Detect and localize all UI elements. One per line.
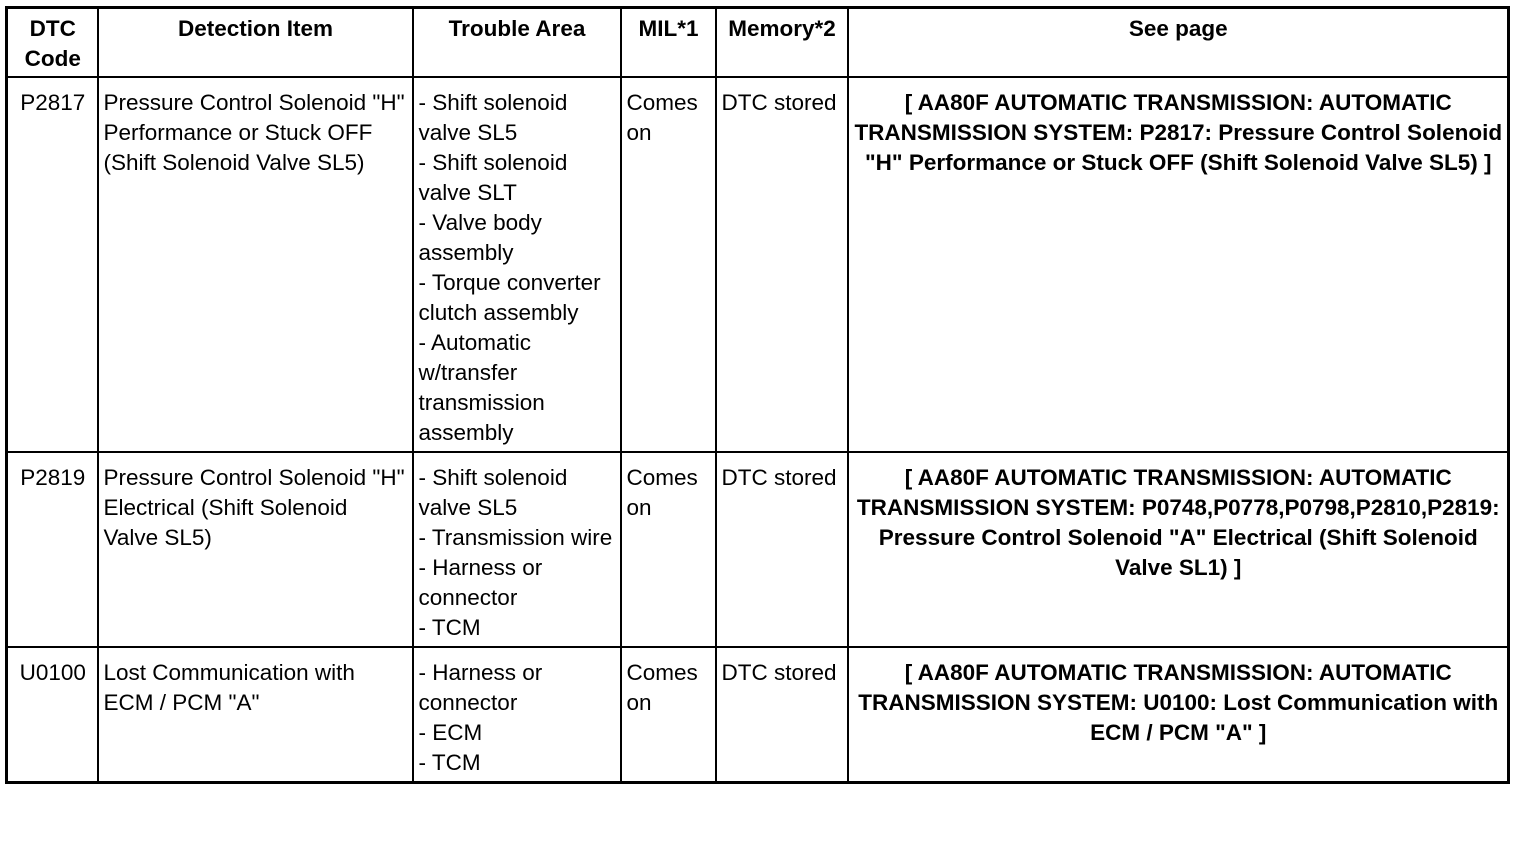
trouble-area-item: - TCM [418, 614, 481, 640]
trouble-area-item: - Automatic w/transfer transmission assembly [418, 329, 545, 445]
trouble-area-cell [413, 77, 621, 452]
table-row [7, 77, 1509, 452]
trouble-area-item: - Shift solenoid valve SL5 [418, 464, 568, 520]
detection-item-cell: Pressure Control Solenoid "H" Performance or Stuck OFF (Shift Solenoid Valve SL5) [98, 77, 413, 452]
trouble-area-cell [413, 647, 621, 783]
header-memory: Memory*2 [716, 8, 848, 77]
header-trouble-area: Trouble Area [413, 8, 621, 77]
trouble-area-item: - Valve body assembly [418, 209, 542, 265]
memory-cell: DTC stored [716, 77, 848, 452]
see-page-link[interactable]: [ AA80F AUTOMATIC TRANSMISSION: AUTOMATIC TRANSMISSION SYSTEM: U0100: Lost Communication with ECM / PCM "A" ] [848, 647, 1509, 783]
trouble-area-item: - Shift solenoid valve SLT [418, 149, 568, 205]
table-row [7, 647, 1509, 783]
trouble-area-item: - ECM [418, 719, 483, 745]
trouble-area-item: - Transmission wire [418, 524, 613, 550]
detection-item-cell: Lost Communication with ECM / PCM "A" [98, 647, 413, 783]
trouble-area-item: - Torque converter clutch assembly [418, 269, 601, 325]
trouble-area-item: - Harness or connector [418, 554, 543, 610]
table-row [7, 452, 1509, 647]
header-dtc-code [7, 8, 98, 77]
memory-cell: DTC stored [716, 647, 848, 783]
see-page-link[interactable]: [ AA80F AUTOMATIC TRANSMISSION: AUTOMATIC TRANSMISSION SYSTEM: P2817: Pressure Control Solenoid "H" Performance or Stuck OFF (Shift Solenoid Valve SL5) ] [848, 77, 1509, 452]
header-detection-item: Detection Item [98, 8, 413, 77]
see-page-link[interactable]: [ AA80F AUTOMATIC TRANSMISSION: AUTOMATIC TRANSMISSION SYSTEM: P0748,P0778,P0798,P2810,P2819: Pressure Control Solenoid "A" Electrical (Shift Solenoid Valve SL1) ] [848, 452, 1509, 647]
trouble-area-cell [413, 452, 621, 647]
trouble-area-item: - TCM [418, 749, 481, 775]
dtc-table [5, 6, 1510, 784]
mil-cell: Comes on [621, 647, 716, 783]
memory-cell: DTC stored [716, 452, 848, 647]
trouble-area-item: - Harness or connector [418, 659, 543, 715]
header-see-page: See page [848, 8, 1509, 77]
detection-item-cell: Pressure Control Solenoid "H" Electrical (Shift Solenoid Valve SL5) [98, 452, 413, 647]
mil-cell: Comes on [621, 77, 716, 452]
dtc-code-cell: P2817 [7, 77, 98, 452]
dtc-code-cell: U0100 [7, 647, 98, 783]
header-dtc-code-line-2: Code [24, 46, 81, 71]
header-dtc-code-line-1: DTC [29, 16, 76, 41]
header-row [7, 8, 1509, 77]
header-mil: MIL*1 [621, 8, 716, 77]
mil-cell: Comes on [621, 452, 716, 647]
dtc-code-cell: P2819 [7, 452, 98, 647]
trouble-area-item: - Shift solenoid valve SL5 [418, 89, 568, 145]
